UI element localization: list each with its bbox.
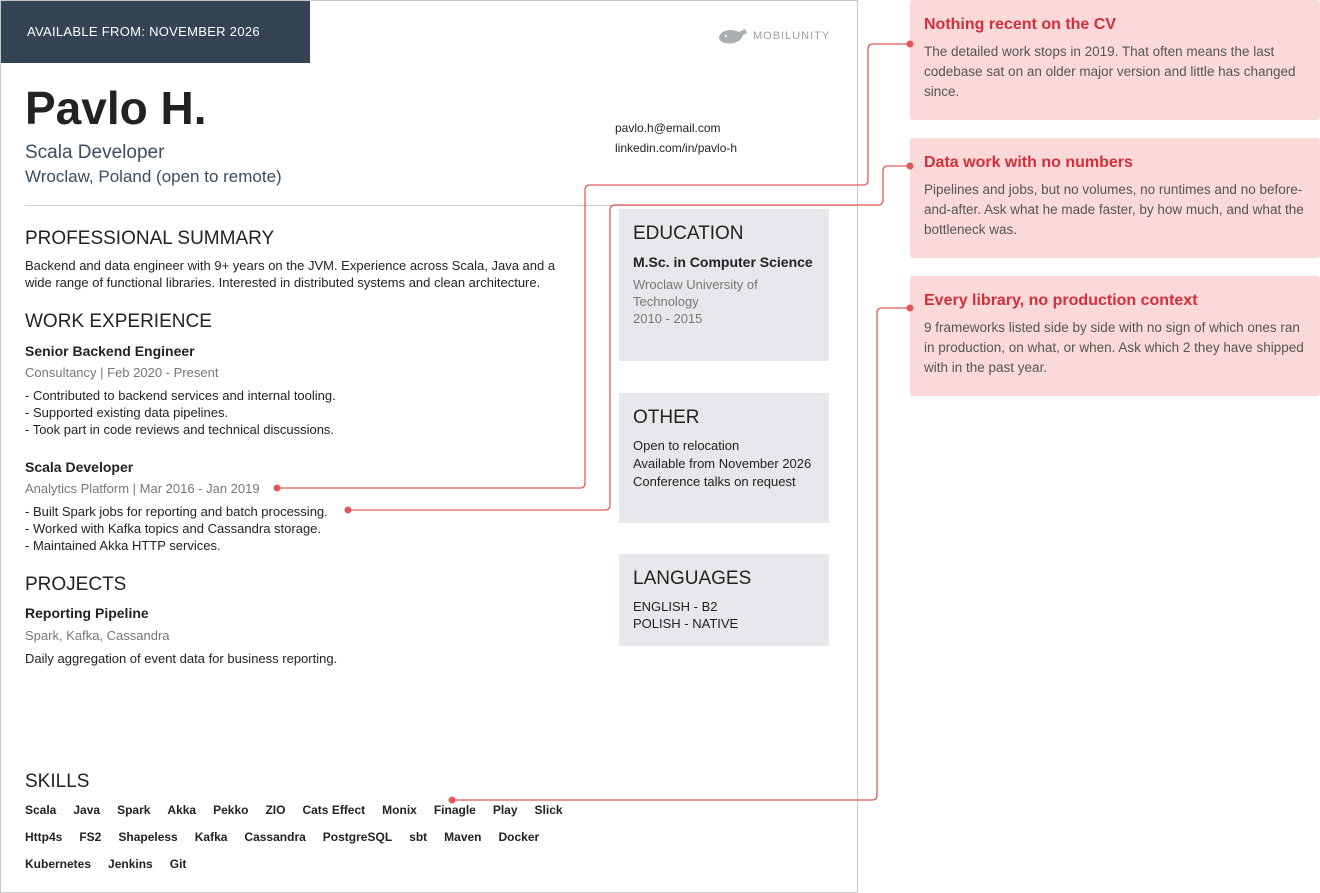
linkedin-link: linkedin.com/in/pavlo-h	[615, 141, 738, 155]
language-item: ENGLISH - B2	[633, 599, 718, 614]
skill-tag: Docker	[498, 830, 540, 844]
skill-tag: PostgreSQL	[322, 830, 393, 844]
education-years: 2010 - 2015	[633, 311, 703, 326]
project-description: Daily aggregation of event data for business reporting.	[25, 651, 338, 666]
skills-list	[25, 802, 585, 873]
brand-name: MOBILUNITY	[753, 30, 831, 42]
skill-tag: sbt	[409, 830, 428, 844]
project-stack: Spark, Kafka, Cassandra	[25, 628, 170, 643]
callout-text: Pipelines and jobs, but no volumes, no runtimes and no before-and-after. Ask what he made faster, by how much, and what the bottleneck was.	[924, 182, 1304, 237]
education-degree: M.Sc. in Computer Science	[633, 254, 813, 270]
whale-logo-icon	[717, 25, 751, 47]
job-title: Senior Backend Engineer	[25, 343, 195, 359]
skill-tag: Scala	[25, 803, 57, 817]
skill-tag: Pekko	[213, 803, 249, 817]
other-list	[633, 437, 815, 491]
skill-tag: Jenkins	[108, 857, 153, 871]
projects-title: PROJECTS	[25, 574, 127, 595]
candidate-role: Scala Developer	[25, 142, 165, 163]
skill-tag: ZIO	[265, 803, 286, 817]
skill-tag: Kafka	[194, 830, 228, 844]
language-item: POLISH - NATIVE	[633, 616, 739, 631]
other-item: Conference talks on request	[633, 474, 796, 489]
bullet-item: - Worked with Kafka topics and Cassandra storage.	[25, 521, 322, 536]
other-item: Available from November 2026	[633, 456, 812, 471]
callout-title: Nothing recent on the CV	[924, 16, 1116, 33]
skill-tag: Maven	[444, 830, 482, 844]
skill-tag: Spark	[117, 803, 151, 817]
education-title: EDUCATION	[633, 223, 744, 244]
skill-tag: Cats Effect	[302, 803, 366, 817]
skills-title: SKILLS	[25, 771, 90, 792]
availability-banner: AVAILABLE FROM: NOVEMBER 2026	[1, 1, 310, 63]
callout-card	[910, 0, 1320, 120]
bullet-item: - Built Spark jobs for reporting and batch processing.	[25, 504, 328, 519]
candidate-location: Wroclaw, Poland (open to remote)	[25, 167, 282, 186]
skill-tag: Kubernetes	[25, 857, 92, 871]
other-box	[619, 393, 829, 523]
contact-block	[615, 118, 737, 158]
job-bullets	[25, 387, 336, 438]
skill-tag: Shapeless	[118, 830, 178, 844]
candidate-name: Pavlo H.	[25, 82, 207, 134]
callout-title: Every library, no production context	[924, 292, 1198, 309]
skill-tag: Java	[73, 803, 101, 817]
experience-title: WORK EXPERIENCE	[25, 311, 212, 332]
skill-tag: Cassandra	[244, 830, 306, 844]
skill-tag: Monix	[382, 803, 417, 817]
education-box	[619, 209, 829, 361]
header-divider	[25, 205, 857, 206]
languages-box	[619, 554, 829, 646]
bullet-item: - Took part in code reviews and technical discussions.	[25, 422, 335, 437]
callout-text: 9 frameworks listed side by side with no sign of which ones ran in production, on what, or when. Ask which 2 they have shipped with in the past year.	[924, 320, 1304, 375]
job-meta: Consultancy | Feb 2020 - Present	[25, 365, 219, 380]
skill-tag: Akka	[167, 803, 197, 817]
brand	[717, 25, 830, 47]
skill-tag: FS2	[79, 830, 102, 844]
project-name: Reporting Pipeline	[25, 605, 149, 621]
languages-list	[633, 598, 815, 632]
job-bullets	[25, 503, 328, 554]
callout-title: Data work with no numbers	[924, 154, 1133, 171]
skill-tag: Git	[169, 857, 187, 871]
job-meta: Analytics Platform | Mar 2016 - Jan 2019	[25, 481, 260, 496]
skill-tag: Play	[492, 803, 518, 817]
callout-card	[910, 138, 1320, 258]
bullet-item: - Maintained Akka HTTP services.	[25, 538, 221, 553]
languages-title: LANGUAGES	[633, 568, 752, 589]
callout-card	[910, 276, 1320, 396]
other-title: OTHER	[633, 407, 700, 428]
email: pavlo.h@email.com	[615, 121, 721, 135]
bullet-item: - Contributed to backend services and internal tooling.	[25, 388, 336, 403]
callout-text: The detailed work stops in 2019. That often means the last codebase sat on an older major version and little has changed since.	[924, 44, 1296, 99]
skill-tag: Finagle	[433, 803, 476, 817]
job-title: Scala Developer	[25, 459, 134, 475]
other-item: Open to relocation	[633, 438, 740, 453]
summary-text: Backend and data engineer with 9+ years on the JVM. Experience across Scala, Java and a wide range of functional libraries. Interested in distributed systems and clean architecture.	[25, 258, 556, 290]
summary-title: PROFESSIONAL SUMMARY	[25, 228, 275, 249]
skill-tag: Slick	[534, 803, 563, 817]
education-school: Wroclaw University of Technology	[633, 277, 758, 309]
bullet-item: - Supported existing data pipelines.	[25, 405, 229, 420]
skill-tag: Http4s	[25, 830, 63, 844]
